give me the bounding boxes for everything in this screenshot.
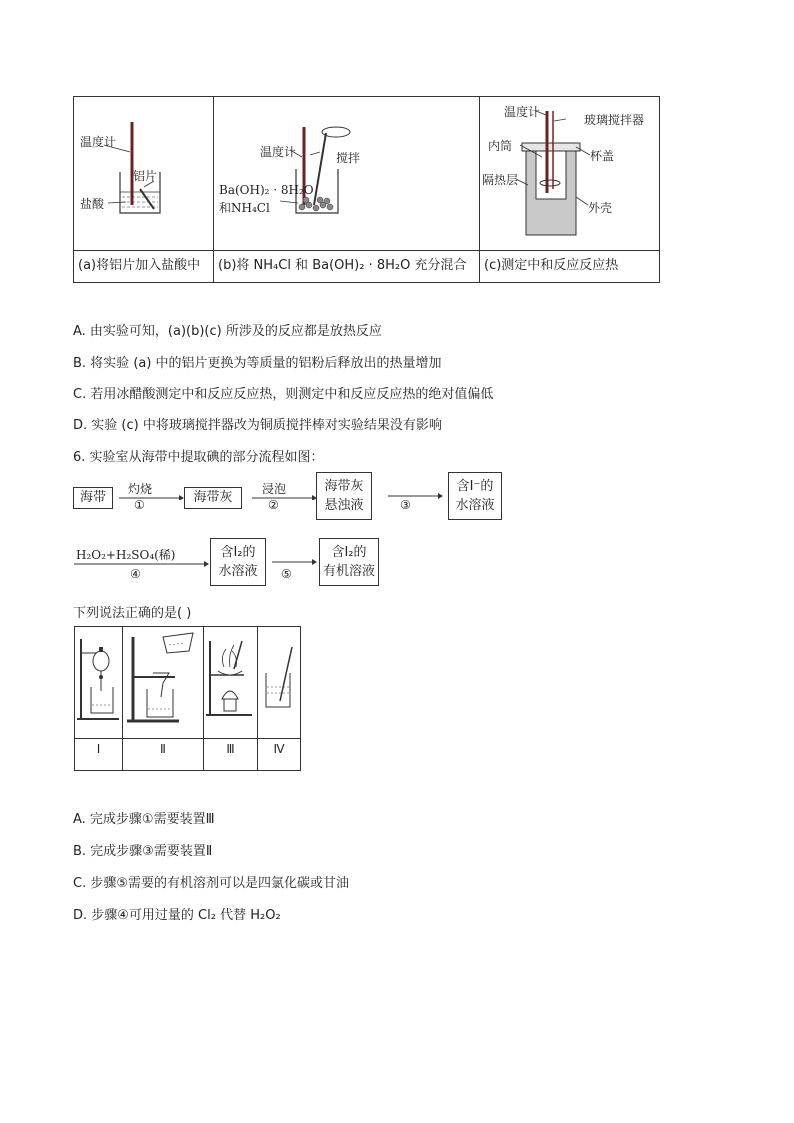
q6-option-a: A. 完成步骤①需要装置Ⅲ (73, 812, 215, 827)
box-line: 水溶液 (455, 498, 495, 513)
arrow-icon (115, 488, 185, 500)
apparatus-label: Ⅱ (160, 742, 166, 756)
apparatus-table (74, 626, 301, 771)
lid-label: 杯盖 (590, 149, 615, 163)
thermometer-label: 温度计 (260, 145, 297, 159)
box-line: 含I⁻的 (456, 479, 494, 494)
flow-box-iodine-aqueous (210, 538, 266, 586)
flow-step-number: ① (134, 498, 145, 512)
caption-b: (b)将 NH₄Cl 和 Ba(OH)₂ · 8H₂O 充分混合 (218, 258, 467, 273)
arrow-icon (384, 488, 444, 500)
hydrochloric-acid-label: 盐酸 (80, 197, 105, 211)
flow-step-number: ⑤ (281, 567, 292, 581)
flow-box-suspension (316, 472, 372, 520)
arrow-icon (72, 558, 212, 570)
q6-option-d: D. 步骤④可用过量的 Cl₂ 代替 H₂O₂ (73, 908, 281, 923)
ammonium-chloride-label: 和NH₄Cl (219, 201, 270, 215)
ba-nh4cl-diagram (214, 97, 479, 249)
q5-option-a: A. 由实验可知，(a)(b)(c) 所涉及的反应都是放热反应 (73, 324, 382, 339)
flow-box-kelp-ash: 海带灰 (184, 487, 242, 509)
q5-option-c: C. 若用冰醋酸测定中和反应反应热，则测定中和反应反应热的绝对值偏低 (73, 387, 494, 402)
box-line: 海带灰 (324, 479, 364, 494)
flow-box-iodide-solution (448, 472, 502, 520)
outer-shell-label: 外壳 (588, 201, 613, 215)
table-divider (74, 250, 659, 251)
box-line: 悬浊液 (324, 498, 364, 513)
box-line: 水溶液 (218, 564, 258, 579)
flow-box-kelp: 海带 (73, 487, 113, 509)
caption-c: (c)测定中和反应反应热 (484, 258, 619, 273)
q5-option-d: D. 实验 (c) 中将玻璃搅拌器改为铜质搅拌棒对实验结果没有影响 (73, 418, 442, 433)
beaker-glass-rod-icon (258, 627, 300, 737)
thermometer-label: 温度计 (504, 105, 541, 119)
stir-label: 搅拌 (336, 151, 361, 165)
box-line: 含I₂的 (331, 545, 367, 560)
arrow-icon (248, 488, 318, 500)
flow-step-number: ② (268, 498, 279, 512)
arrow-icon (270, 556, 320, 568)
q6-question: 下列说法正确的是( ) (73, 606, 192, 621)
inner-cylinder-label: 内筒 (488, 139, 513, 153)
apparatus-label: Ⅳ (273, 742, 285, 756)
box-line: 含I₂的 (220, 545, 256, 560)
q6-option-b: B. 完成步骤③需要装置Ⅱ (73, 844, 213, 859)
flow-step-number: ③ (400, 498, 411, 512)
box-line: 有机溶液 (322, 564, 375, 579)
flow-arrow-label: H₂O₂+H₂SO₄(稀) (76, 548, 176, 562)
thermometer-label: 温度计 (80, 135, 117, 149)
flow-box-iodine-organic (319, 538, 379, 586)
q5-option-b: B. 将实验 (a) 中的铝片更换为等质量的铝粉后释放出的热量增加 (73, 356, 442, 371)
filtration-apparatus-icon (123, 627, 203, 737)
flow-arrow-label: 灼烧 (128, 482, 153, 496)
flow-arrow-label: 浸泡 (262, 482, 287, 496)
evaporation-apparatus-icon (204, 627, 257, 737)
insulation-label: 隔热层 (482, 173, 519, 187)
table-divider (75, 738, 300, 739)
caption-a: (a)将铝片加入盐酸中 (78, 258, 201, 273)
separatory-funnel-icon (75, 627, 122, 737)
glass-stirrer-label: 玻璃搅拌器 (584, 113, 645, 127)
q6-option-c: C. 步骤⑤需要的有机溶剂可以是四氯化碳或甘油 (73, 876, 349, 891)
q6-stem: 6. 实验室从海带中提取碘的部分流程如图： (73, 450, 324, 465)
experiment-table (73, 96, 660, 283)
apparatus-label: Ⅲ (226, 742, 235, 756)
barium-hydroxide-label: Ba(OH)₂ · 8H₂O (219, 183, 314, 197)
flow-step-number: ④ (130, 567, 141, 581)
apparatus-label: Ⅰ (96, 742, 101, 756)
aluminum-label: 铝片 (133, 169, 158, 183)
